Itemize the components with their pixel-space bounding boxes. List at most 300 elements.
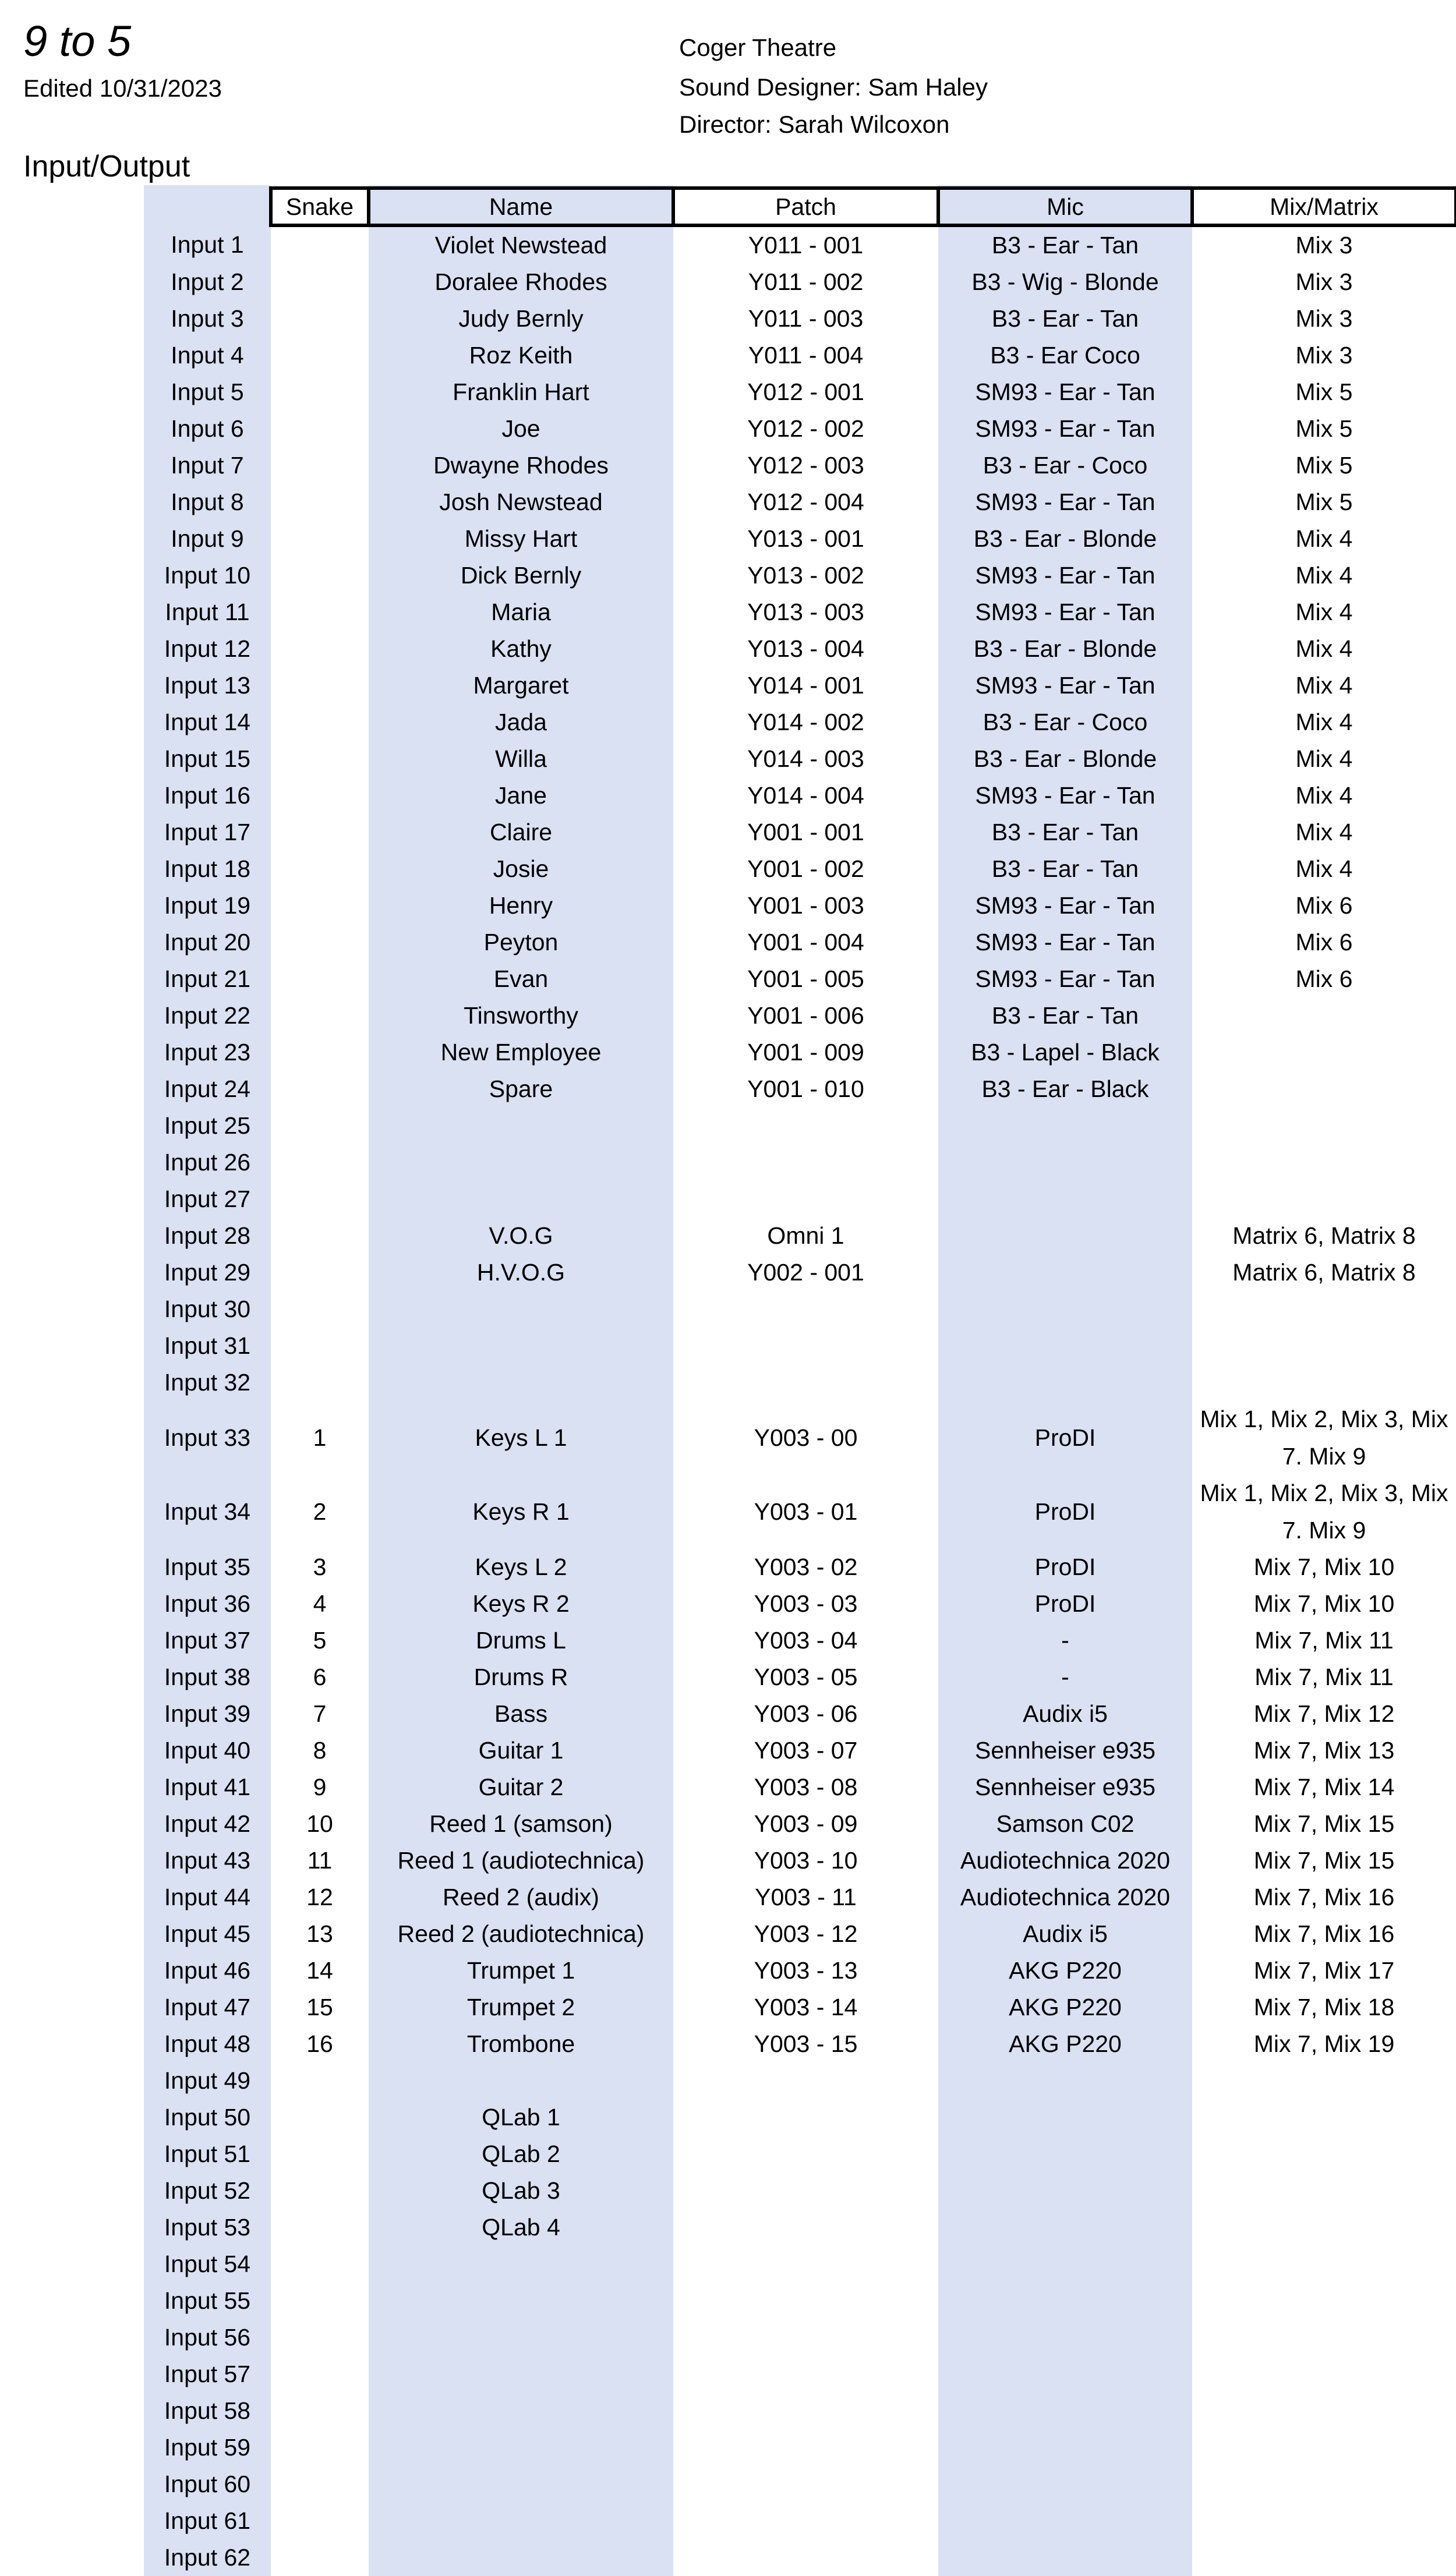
name-cell: Missy Hart — [464, 525, 578, 552]
name-cell — [369, 1364, 673, 1401]
mic-cell — [938, 2539, 1192, 2576]
mix-matrix-cell — [1192, 1328, 1456, 1364]
table-row — [144, 1659, 1456, 1696]
input-cell: Input 6 — [171, 415, 244, 442]
director: Director: Sarah Wilcoxon — [679, 111, 950, 138]
mix-matrix-cell: Mix 7, Mix 14 — [1253, 1774, 1395, 1801]
mic-cell — [938, 2136, 1192, 2172]
table-row — [144, 1586, 1456, 1622]
table-row — [144, 2539, 1456, 2576]
patch-cell: Y003 - 05 — [754, 1664, 858, 1691]
input-cell: Input 36 — [164, 1590, 251, 1618]
input-cell: Input 29 — [164, 1259, 251, 1286]
input-cell: Input 47 — [164, 1994, 251, 2021]
mix-matrix-cell: Mix 5 — [1295, 489, 1353, 515]
mix-matrix-cell: Mix 5 — [1295, 378, 1353, 405]
table-row — [144, 300, 1456, 337]
input-cell: Input 59 — [164, 2434, 251, 2461]
table-row — [144, 704, 1456, 741]
mix-matrix-cell: Mix 5 — [1295, 415, 1353, 442]
snake-cell — [271, 225, 369, 264]
name-cell: Willa — [495, 745, 547, 772]
snake-cell — [271, 447, 369, 484]
patch-cell — [673, 2539, 938, 2576]
patch-cell: Y001 - 003 — [747, 892, 864, 919]
mic-cell: Audiotechnica 2020 — [960, 1884, 1171, 1911]
table-row — [144, 1144, 1456, 1181]
mix-matrix-cell: Mix 7, Mix 12 — [1253, 1700, 1395, 1728]
mic-cell — [938, 2099, 1192, 2136]
name-cell: Henry — [489, 892, 553, 919]
edited-date: Edited 10/31/2023 — [23, 75, 222, 102]
snake-cell: 2 — [313, 1498, 327, 1526]
snake-cell — [271, 2356, 369, 2393]
name-cell: Violet Newstead — [434, 232, 607, 259]
input-cell: Input 61 — [164, 2507, 251, 2535]
table-row — [144, 1181, 1456, 1218]
name-cell: Jane — [495, 782, 547, 809]
input-cell: Input 21 — [164, 965, 251, 992]
input-cell: Input 37 — [164, 1627, 251, 1654]
patch-cell: Y003 - 13 — [754, 1957, 858, 1984]
mic-cell — [938, 1107, 1192, 1144]
mix-matrix-cell — [1192, 1034, 1456, 1071]
mix-matrix-cell — [1192, 2356, 1456, 2393]
snake-cell — [271, 2209, 369, 2246]
mic-cell: B3 - Ear - Tan — [991, 855, 1139, 882]
mix-matrix-cell — [1192, 2062, 1456, 2099]
table-row — [144, 1364, 1456, 1401]
mic-cell: AKG P220 — [1009, 1957, 1122, 1984]
mic-cell: B3 - Lapel - Black — [971, 1039, 1160, 1066]
mic-cell: SM93 - Ear - Tan — [975, 562, 1155, 589]
name-cell: Guitar 2 — [478, 1774, 564, 1801]
patch-cell: Y013 - 003 — [747, 599, 864, 625]
name-cell: Reed 2 (audiotechnica) — [397, 1920, 645, 1948]
snake-cell — [271, 1218, 369, 1254]
input-cell: Input 34 — [164, 1498, 251, 1526]
mic-cell: SM93 - Ear - Tan — [975, 489, 1155, 515]
snake-cell — [271, 631, 369, 667]
table-row — [144, 2283, 1456, 2319]
mic-cell — [938, 1181, 1192, 1218]
name-cell: Claire — [489, 819, 553, 845]
snake-cell — [271, 2539, 369, 2576]
mix-matrix-cell: Mix 4 — [1295, 745, 1353, 772]
input-cell: Input 56 — [164, 2324, 251, 2351]
patch-cell: Y012 - 003 — [747, 452, 864, 479]
name-cell: Josie — [493, 855, 549, 882]
name-cell — [369, 2062, 673, 2099]
patch-cell: Y003 - 15 — [754, 2030, 858, 2058]
name-cell — [369, 2539, 673, 2576]
input-cell: Input 18 — [164, 855, 251, 882]
patch-cell: Y014 - 001 — [747, 672, 864, 699]
patch-cell — [673, 1107, 938, 1144]
input-cell: Input 13 — [164, 672, 251, 699]
mic-cell — [938, 2062, 1192, 2099]
mic-cell: B3 - Ear - Blonde — [973, 635, 1157, 662]
table-row — [144, 1806, 1456, 1842]
snake-cell — [271, 2172, 369, 2209]
input-cell: Input 38 — [164, 1664, 251, 1691]
mic-cell: Audix i5 — [1023, 1700, 1108, 1728]
mic-cell: SM93 - Ear - Tan — [975, 599, 1155, 625]
table-row — [144, 1622, 1456, 1659]
mix-matrix-cell — [1192, 1107, 1456, 1144]
table-row — [144, 1328, 1456, 1364]
patch-cell: Y001 - 009 — [747, 1039, 864, 1066]
mix-matrix-cell — [1192, 1291, 1456, 1328]
table-row — [144, 2026, 1456, 2062]
snake-cell — [271, 1034, 369, 1071]
name-cell: Maria — [491, 599, 551, 625]
snake-cell — [271, 264, 369, 300]
mix-matrix-cell — [1192, 1181, 1456, 1218]
patch-cell: Omni 1 — [767, 1222, 844, 1249]
name-cell: Reed 1 (samson) — [429, 1810, 613, 1838]
mic-cell — [938, 1291, 1192, 1328]
mix-matrix-cell: Mix 4 — [1295, 709, 1353, 735]
table-row — [144, 411, 1456, 447]
mix-matrix-cell: Mix 3 — [1295, 305, 1353, 332]
snake-cell: 13 — [306, 1920, 333, 1948]
mix-matrix-cell — [1192, 2466, 1456, 2503]
patch-cell: Y013 - 001 — [747, 525, 864, 552]
table-row — [144, 484, 1456, 521]
patch-cell — [673, 2246, 938, 2283]
patch-cell: Y013 - 004 — [747, 635, 864, 662]
input-cell: Input 9 — [171, 525, 244, 552]
patch-cell — [673, 2283, 938, 2319]
show-title: 9 to 5 — [23, 17, 132, 65]
name-cell — [369, 1107, 673, 1144]
table-row — [144, 667, 1456, 704]
snake-cell: 11 — [307, 1847, 333, 1874]
mix-matrix-cell: Mix 4 — [1295, 855, 1353, 882]
mix-matrix-cell: Mix 3 — [1295, 268, 1353, 295]
mix-matrix-cell: Mix 7, Mix 11 — [1254, 1627, 1394, 1654]
table-row — [144, 2356, 1456, 2393]
mic-cell: Sennheiser e935 — [974, 1774, 1156, 1801]
snake-cell — [271, 1291, 369, 1328]
name-cell — [369, 2283, 673, 2319]
name-cell: Reed 1 (audiotechnica) — [397, 1847, 645, 1874]
table-row — [144, 2246, 1456, 2283]
snake-cell — [271, 887, 369, 924]
mic-cell: - — [1061, 1627, 1069, 1654]
mix-matrix-cell: Mix 4 — [1295, 672, 1353, 699]
patch-cell: Y003 - 08 — [754, 1774, 858, 1801]
snake-cell — [271, 2136, 369, 2172]
mic-cell — [938, 2393, 1192, 2429]
name-cell: Reed 2 (audix) — [443, 1884, 599, 1911]
mix-matrix-cell: Mix 7, Mix 15 — [1253, 1810, 1395, 1838]
snake-cell: 6 — [313, 1664, 327, 1691]
input-cell: Input 35 — [164, 1554, 251, 1581]
mic-cell: B3 - Ear Coco — [990, 342, 1140, 369]
name-cell — [369, 2393, 673, 2429]
name-cell — [369, 1144, 673, 1181]
snake-cell — [271, 374, 369, 411]
mic-cell — [938, 2246, 1192, 2283]
mix-matrix-cell: Mix 7, Mix 19 — [1253, 2030, 1395, 2058]
snake-cell: 15 — [306, 1994, 333, 2021]
table-row — [144, 961, 1456, 997]
name-cell — [369, 2429, 673, 2466]
input-cell: Input 55 — [164, 2287, 251, 2315]
mic-cell: - — [1061, 1664, 1069, 1691]
patch-cell: Y014 - 002 — [747, 709, 864, 735]
sound-designer: Sound Designer: Sam Haley — [679, 73, 988, 101]
input-cell: Input 16 — [164, 782, 251, 809]
mic-cell: B3 - Ear - Black — [981, 1075, 1149, 1102]
snake-cell — [271, 924, 369, 961]
mix-matrix-cell: Mix 4 — [1295, 525, 1353, 552]
patch-cell: Y003 - 12 — [754, 1920, 858, 1948]
snake-cell: 14 — [306, 1957, 333, 1984]
input-cell: Input 43 — [164, 1847, 251, 1874]
input-cell: Input 53 — [164, 2214, 251, 2241]
patch-cell: Y003 - 03 — [754, 1590, 858, 1618]
snake-header: Snake — [271, 188, 369, 225]
patch-cell: Y011 - 004 — [748, 342, 864, 369]
mix-matrix-cell: Mix 7, Mix 10 — [1253, 1590, 1395, 1618]
snake-cell — [271, 1364, 369, 1401]
name-cell: QLab 4 — [482, 2214, 560, 2241]
table-row — [144, 594, 1456, 631]
patch-cell: Y003 - 00 — [754, 1424, 858, 1452]
name-cell: Tinsworthy — [464, 1002, 578, 1029]
table-row — [144, 1989, 1456, 2026]
table-row — [144, 2172, 1456, 2209]
mic-cell — [938, 2283, 1192, 2319]
input-cell: Input 23 — [164, 1039, 251, 1066]
patch-cell: Y011 - 001 — [748, 232, 864, 259]
snake-cell: 9 — [313, 1774, 327, 1801]
input-cell: Input 60 — [164, 2471, 251, 2498]
mix-matrix-cell — [1192, 2136, 1456, 2172]
input-cell: Input 26 — [164, 1149, 251, 1176]
theatre-name: Coger Theatre — [679, 34, 837, 61]
patch-cell: Y001 - 006 — [747, 1002, 864, 1029]
table-row — [144, 1879, 1456, 1916]
snake-cell: 4 — [313, 1590, 327, 1618]
snake-cell — [271, 777, 369, 814]
name-cell: Judy Bernly — [458, 305, 584, 332]
patch-cell: Y001 - 010 — [747, 1075, 864, 1102]
snake-cell — [271, 1071, 369, 1107]
mix-matrix-cell: Mix 7, Mix 16 — [1253, 1884, 1395, 1911]
snake-cell — [271, 2283, 369, 2319]
table-row — [144, 521, 1456, 557]
patch-cell — [673, 2466, 938, 2503]
input-cell: Input 2 — [171, 268, 244, 295]
input-cell: Input 42 — [164, 1810, 251, 1838]
mix-matrix-cell — [1192, 1364, 1456, 1401]
snake-cell — [271, 1144, 369, 1181]
mic-cell: ProDI — [1034, 1554, 1096, 1581]
mic-cell: SM93 - Ear - Tan — [975, 782, 1155, 809]
snake-cell — [271, 961, 369, 997]
mic-cell — [938, 2503, 1192, 2539]
snake-cell — [271, 2429, 369, 2466]
patch-cell — [673, 2429, 938, 2466]
mix-matrix-cell: Mix 1, Mix 2, Mix 3, Mix 7. Mix 9 — [1200, 1480, 1448, 1544]
input-cell: Input 8 — [171, 489, 244, 515]
snake-cell: 7 — [313, 1700, 327, 1728]
table-row — [144, 337, 1456, 374]
mic-cell: AKG P220 — [1009, 1994, 1122, 2021]
input-cell: Input 50 — [164, 2104, 251, 2131]
mic-cell: B3 - Wig - Blonde — [971, 268, 1159, 295]
table-row — [144, 1034, 1456, 1071]
mic-cell — [938, 2172, 1192, 2209]
table-row — [144, 1732, 1456, 1769]
patch-cell: Y001 - 001 — [747, 819, 864, 845]
table-row — [144, 2466, 1456, 2503]
mix-matrix-cell — [1192, 2172, 1456, 2209]
mic-cell: Audiotechnica 2020 — [960, 1847, 1171, 1874]
mix-matrix-cell: Mix 4 — [1295, 782, 1353, 809]
mix-matrix-cell: Mix 1, Mix 2, Mix 3, Mix 7. Mix 9 — [1200, 1406, 1448, 1470]
mic-cell: SM93 - Ear - Tan — [975, 672, 1155, 699]
patch-cell: Y003 - 04 — [754, 1627, 858, 1654]
mic-cell: ProDI — [1034, 1424, 1096, 1452]
table-row — [144, 1475, 1456, 1549]
mic-cell: SM93 - Ear - Tan — [975, 378, 1155, 405]
mix-matrix-cell: Matrix 6, Matrix 8 — [1232, 1259, 1416, 1286]
input-cell: Input 41 — [164, 1774, 251, 1801]
name-cell: Dwayne Rhodes — [433, 452, 609, 479]
header-row — [144, 188, 1456, 225]
name-cell: Dick Bernly — [460, 562, 582, 589]
snake-cell — [271, 1181, 369, 1218]
patch-cell: Y012 - 001 — [747, 378, 864, 405]
patch-cell: Y011 - 002 — [748, 268, 864, 295]
table-row — [144, 2209, 1456, 2246]
mix-matrix-cell — [1192, 2209, 1456, 2246]
table-row — [144, 1952, 1456, 1989]
mic-cell: B3 - Ear - Blonde — [973, 525, 1157, 552]
snake-cell — [271, 704, 369, 741]
mic-cell: Audix i5 — [1023, 1920, 1108, 1948]
mix-matrix-cell: Mix 7, Mix 13 — [1253, 1737, 1395, 1764]
patch-cell — [673, 2062, 938, 2099]
table-row — [144, 1842, 1456, 1879]
mic-cell: B3 - Ear - Blonde — [973, 745, 1157, 772]
table-row — [144, 1401, 1456, 1475]
mix-matrix-cell — [1192, 2246, 1456, 2283]
name-cell — [369, 2466, 673, 2503]
table-row — [144, 1107, 1456, 1144]
snake-cell — [271, 2319, 369, 2356]
snake-cell — [271, 814, 369, 851]
snake-cell — [271, 557, 369, 594]
table-row — [144, 1696, 1456, 1732]
snake-cell — [271, 1107, 369, 1144]
mic-cell — [938, 2466, 1192, 2503]
name-cell: QLab 1 — [482, 2104, 560, 2131]
patch-cell: Y003 - 09 — [754, 1810, 858, 1838]
snake-cell — [271, 300, 369, 337]
table-row — [144, 631, 1456, 667]
snake-cell: 12 — [306, 1884, 333, 1911]
patch-cell — [673, 1181, 938, 1218]
table-row — [144, 1291, 1456, 1328]
patch-cell — [673, 2099, 938, 2136]
mix-matrix-cell: Mix 4 — [1295, 562, 1353, 589]
name-cell: Peyton — [483, 929, 559, 956]
patch-cell — [673, 2503, 938, 2539]
snake-cell — [271, 2503, 369, 2539]
patch-cell: Y003 - 07 — [754, 1737, 858, 1764]
input-cell: Input 51 — [164, 2140, 251, 2168]
name-cell: Bass — [494, 1700, 548, 1728]
input-cell: Input 28 — [164, 1222, 251, 1249]
mix-matrix-cell: Mix 7, Mix 16 — [1253, 1920, 1395, 1948]
name-header: Name — [369, 188, 673, 225]
input-cell: Input 33 — [164, 1424, 251, 1452]
table-row — [144, 1218, 1456, 1254]
input-cell: Input 22 — [164, 1002, 251, 1029]
mix-matrix-cell: Mix 7, Mix 18 — [1253, 1994, 1395, 2021]
name-cell: Drums L — [476, 1627, 566, 1654]
mix-matrix-cell — [1192, 1071, 1456, 1107]
snake-cell — [271, 997, 369, 1034]
mic-cell: B3 - Ear - Tan — [991, 305, 1139, 332]
input-cell: Input 1 — [171, 231, 244, 258]
mic-cell: ProDI — [1034, 1590, 1096, 1618]
mic-cell — [938, 2356, 1192, 2393]
table-row — [144, 2503, 1456, 2539]
mix-matrix-cell — [1192, 997, 1456, 1034]
mic-cell: SM93 - Ear - Tan — [975, 415, 1155, 442]
input-cell: Input 58 — [164, 2397, 251, 2425]
name-cell — [369, 2319, 673, 2356]
mix-matrix-cell — [1192, 2283, 1456, 2319]
table-row — [144, 2429, 1456, 2466]
mic-cell: SM93 - Ear - Tan — [975, 965, 1155, 992]
mic-cell — [938, 2319, 1192, 2356]
table-row — [144, 447, 1456, 484]
table-row — [144, 1916, 1456, 1952]
input-cell: Input 49 — [164, 2067, 251, 2094]
table-row — [144, 924, 1456, 961]
input-cell: Input 11 — [165, 599, 250, 625]
mic-cell: B3 - Ear - Tan — [991, 232, 1139, 259]
input-cell: Input 45 — [164, 1920, 251, 1948]
name-cell — [369, 1328, 673, 1364]
table-row — [144, 2062, 1456, 2099]
patch-cell — [673, 2172, 938, 2209]
mic-cell — [938, 1218, 1192, 1254]
mic-cell — [938, 1144, 1192, 1181]
patch-cell: Y001 - 004 — [747, 929, 864, 956]
input-cell: Input 5 — [171, 378, 244, 405]
mix-matrix-cell: Mix 4 — [1295, 635, 1353, 662]
patch-cell — [673, 2136, 938, 2172]
snake-cell: 5 — [313, 1627, 327, 1654]
mic-cell: B3 - Ear - Coco — [983, 452, 1148, 479]
input-cell: Input 57 — [164, 2361, 251, 2388]
snake-cell — [271, 484, 369, 521]
patch-cell: Y001 - 005 — [747, 965, 864, 992]
mix-matrix-cell: Mix 6 — [1295, 929, 1353, 956]
mix-matrix-cell: Mix 3 — [1295, 232, 1353, 259]
name-cell: Franklin Hart — [453, 378, 589, 405]
table-row — [144, 1254, 1456, 1291]
